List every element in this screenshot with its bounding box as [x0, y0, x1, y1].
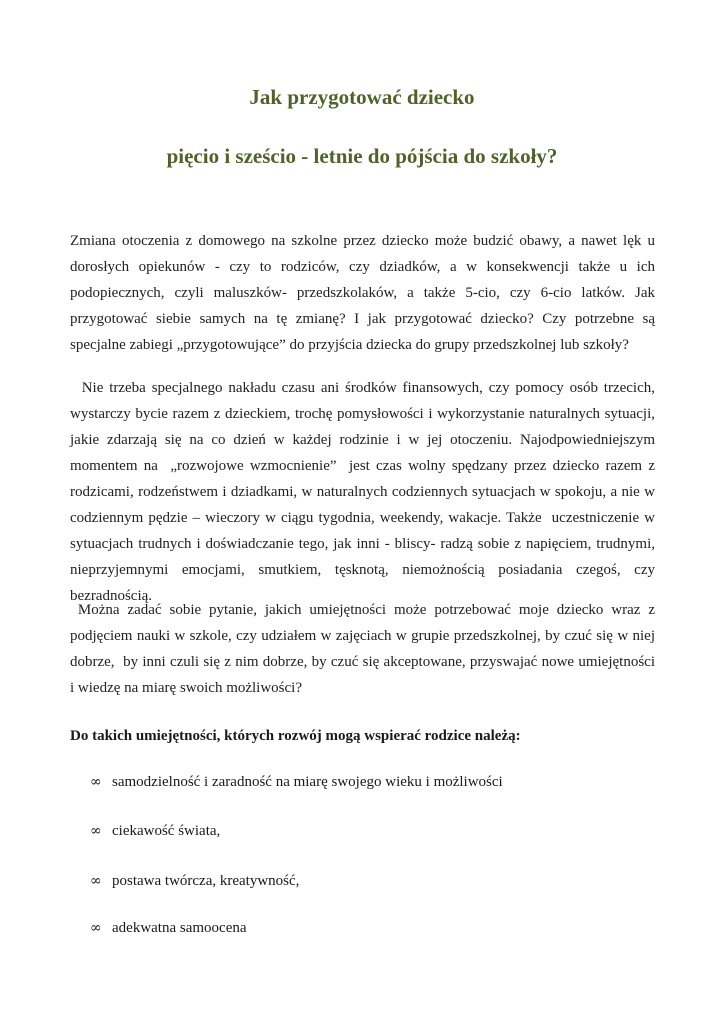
infinity-bullet-icon: ∞: [90, 823, 102, 839]
list-item: [90, 821, 220, 841]
list-item-text: ciekawość świata,: [112, 823, 221, 839]
infinity-bullet-icon: ∞: [90, 774, 102, 790]
infinity-bullet-icon: ∞: [90, 873, 102, 889]
paragraph-natural-situations: Nie trzeba specjalnego nakładu czasu ani środków finansowych, czy pomocy osób trzecich, wystarczy bycie razem z dzieckiem, trochę pomysłowości i wykorzystanie naturalnych sytuacji, jakie zdarzają się na co dzień w każdej rodzinie i w jej otoczeniu. Najodpowiedniejszym momentem na „rozwojowe wzmocnienie” jest czas wolny spędzany przez dziecko razem z rodzicami, rodzeństwem i dziadkami, w naturalnych codziennych sytuacjach w spokoju, a nie w codziennym pędzie – wieczory w ciągu tygodnia, weekendy, wakacje. Także uczestniczenie w sytuacjach trudnych i doświadczanie tego, jak inni - bliscy- radzą sobie z napięciem, trudnymi, nieprzyjemnymi emocjami, smutkiem, tęsknotą, niemożnością posiadania czegoś, czy bezradnością.: [70, 380, 663, 604]
list-item: [90, 772, 503, 792]
document-title-line2: pięcio i sześcio - letnie do pójścia do szkoły?: [166, 144, 558, 168]
list-item: [90, 871, 299, 891]
list-item-text: adekwatna samoocena: [112, 920, 247, 936]
infinity-bullet-icon: ∞: [90, 920, 102, 936]
paragraph-question: Można zadać sobie pytanie, jakich umiejętności może potrzebować moje dziecko wraz z podjęciem nauki w szkole, czy udziałem w zajęciach w grupie przedszkolnej, by czuć się w niej dobrze, by inni czuli się z nim dobrze, by czuć się akceptowane, przyswajać nowe umiejętności i wiedzę na miarę swoich możliwości?: [70, 602, 659, 696]
paragraph-intro: Zmiana otoczenia z domowego na szkolne przez dziecko może budzić obawy, a nawet lęk u dorosłych opiekunów - czy to rodziców, czy dziadków, a w konsekwencji także u ich podopiecznych, czyli maluszków- przedszkolaków, a także 5-cio, czy 6-cio latków. Jak przygotować siebie samych na tę zmianę? I jak przygotować dziecko? Czy potrzebne są specjalne zabiegi „przygotowujące” do przyjścia dziecka do grupy przedszkolnej lub szkoły?: [70, 233, 655, 353]
document-title-line1: Jak przygotować dziecko: [249, 85, 475, 109]
list-item: [90, 918, 247, 938]
list-item-text: samodzielność i zaradność na miarę swojego wieku i możliwości: [112, 774, 503, 790]
skills-list-heading: Do takich umiejętności, których rozwój mogą wspierać rodzice należą:: [70, 728, 521, 744]
list-item-text: postawa twórcza, kreatywność,: [112, 873, 300, 889]
